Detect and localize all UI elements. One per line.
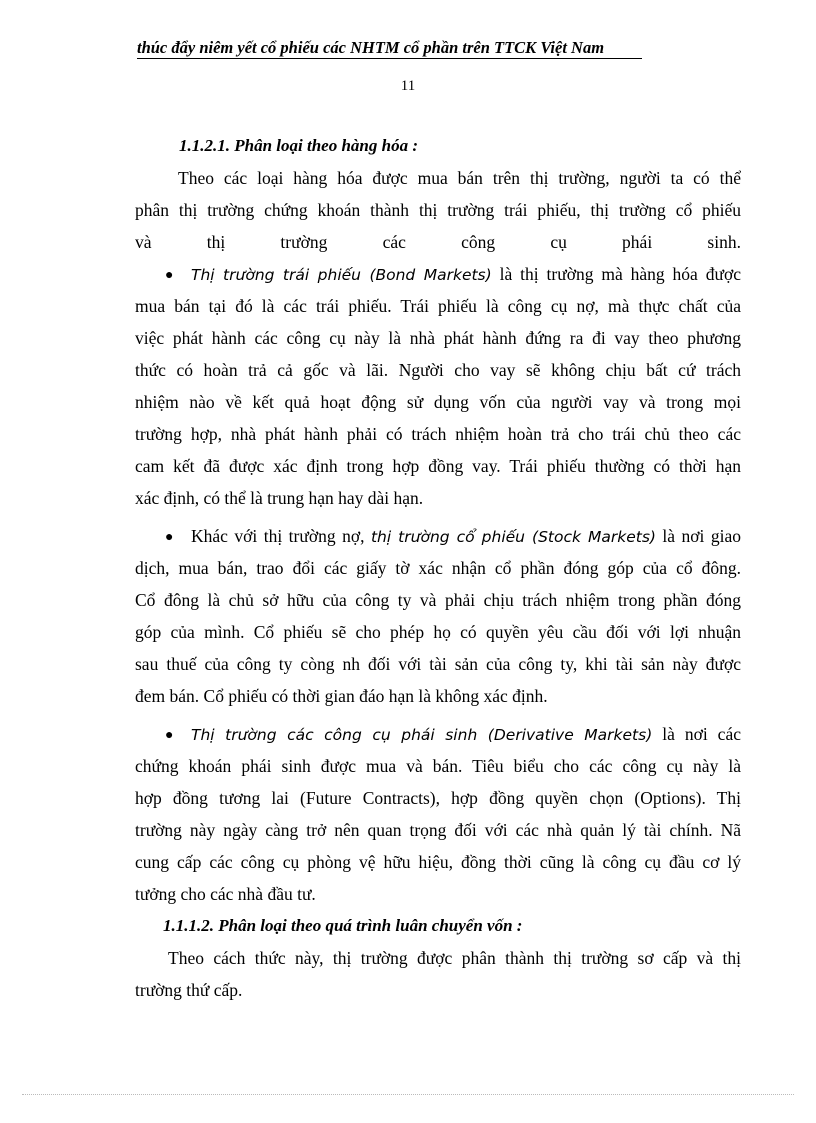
paragraph-line: cung cấp các công cụ phòng vệ hữu hiệu, đồng thời cũng là công cụ đầu cơ lý [135, 852, 741, 872]
paragraph-line: nhiệm nào về kết quả hoạt động sử dụng vốn của người vay và trong mọi [135, 392, 741, 412]
paragraph-line: Theo các loại hàng hóa được mua bán trên thị trường, người ta có thể [178, 168, 741, 188]
bullet-icon: ● [165, 530, 174, 545]
page-number: 11 [400, 78, 416, 94]
word: thị [206, 232, 226, 252]
section-heading-capital-flow: 1.1.1.2. Phân loại theo quá trình luân chuyển vốn : [163, 916, 523, 935]
paragraph-line: trường thứ cấp. [135, 980, 243, 1000]
paragraph-line: xác định, có thể là trung hạn hay dài hạn. [135, 488, 424, 508]
paragraph-line [135, 226, 741, 258]
paragraph-line: sau thuế của công ty còng nh đối với tài sản của công ty, khi tài sản này được [135, 654, 741, 674]
page-bottom-divider [22, 1094, 794, 1095]
paragraph-line: chứng khoán phái sinh được mua và bán. Tiêu biểu cho các công cụ này là [135, 756, 741, 776]
paragraph-line: trường hợp, nhà phát hành phải có trách nhiệm hoàn trả cho trái chủ theo các [135, 424, 741, 444]
paragraph-line: Cổ đông là chủ sở hữu của công ty và phải chịu trách nhiệm trong phần đóng [135, 590, 741, 610]
paragraph-line: tưởng cho các nhà đầu tư. [135, 884, 316, 904]
bullet-icon: ● [165, 728, 174, 743]
paragraph-line: việc phát hành các công cụ này là nhà phát hành đứng ra đi vay theo phương [135, 328, 741, 348]
paragraph-line: thức có hoàn trả cả gốc và lãi. Người cho vay sẽ không chịu bất cứ trách [135, 360, 741, 380]
bullet-icon: ● [165, 268, 174, 283]
word: công [461, 232, 496, 252]
paragraph-line: trường này ngày càng trở nên quan trọng đối với các nhà quản lý tài chính. Nã [135, 820, 741, 840]
paragraph-line: Theo cách thức này, thị trường được phân thành thị trường sơ cấp và thị [168, 948, 741, 968]
paragraph-line: hợp đồng tương lai (Future Contracts), hợp đồng quyền chọn (Options). Thị [135, 788, 741, 808]
paragraph-text [135, 226, 741, 258]
word: trường [280, 232, 328, 252]
term-derivative-markets: Thị trường các công cụ phái sinh (Derivative Markets) [191, 726, 653, 744]
paragraph-line: phân thị trường chứng khoán thành thị trường trái phiếu, thị trường cổ phiếu [135, 200, 741, 220]
bullet-derivative-markets [135, 718, 741, 750]
bullet-bond-markets [135, 258, 741, 290]
bullet-text: là nơi các [652, 724, 741, 744]
section-heading-goods: 1.1.2.1. Phân loại theo hàng hóa : [179, 136, 418, 155]
word: sinh. [707, 232, 741, 252]
bullet-stock-markets [135, 520, 741, 552]
term-bond-markets: Thị trường trái phiếu (Bond Markets) [191, 266, 492, 284]
term-stock-markets: thị trường cổ phiếu (Stock Markets) [370, 528, 656, 546]
running-header: thúc đẩy niêm yết cổ phiếu các NHTM cổ phần trên TTCK Việt Nam [137, 37, 642, 59]
paragraph-line: cam kết đã được xác định trong hợp đồng vay. Trái phiếu thường có thời hạn [135, 456, 741, 476]
word: các [382, 232, 406, 252]
bullet-text: Khác với thị trường nợ, [191, 526, 371, 546]
word: phái [622, 232, 653, 252]
paragraph-line: mua bán tại đó là các trái phiếu. Trái phiếu là công cụ nợ, mà thực chất của [135, 296, 741, 316]
word: cụ [550, 232, 567, 252]
paragraph-line: góp của mình. Cổ phiếu sẽ cho phép họ có quyền yêu cầu đối với lợi nhuận [135, 622, 741, 642]
paragraph-line: dịch, mua bán, trao đổi các giấy tờ xác nhận cổ phần đóng góp của cổ đông. [135, 558, 741, 578]
bullet-text: là nơi giao [655, 526, 742, 546]
word: và [135, 232, 152, 252]
bullet-text: là thị trường mà hàng hóa được [491, 264, 741, 284]
document-body [135, 130, 741, 1006]
paragraph-line: đem bán. Cổ phiếu có thời gian đáo hạn là không xác định. [135, 686, 548, 706]
